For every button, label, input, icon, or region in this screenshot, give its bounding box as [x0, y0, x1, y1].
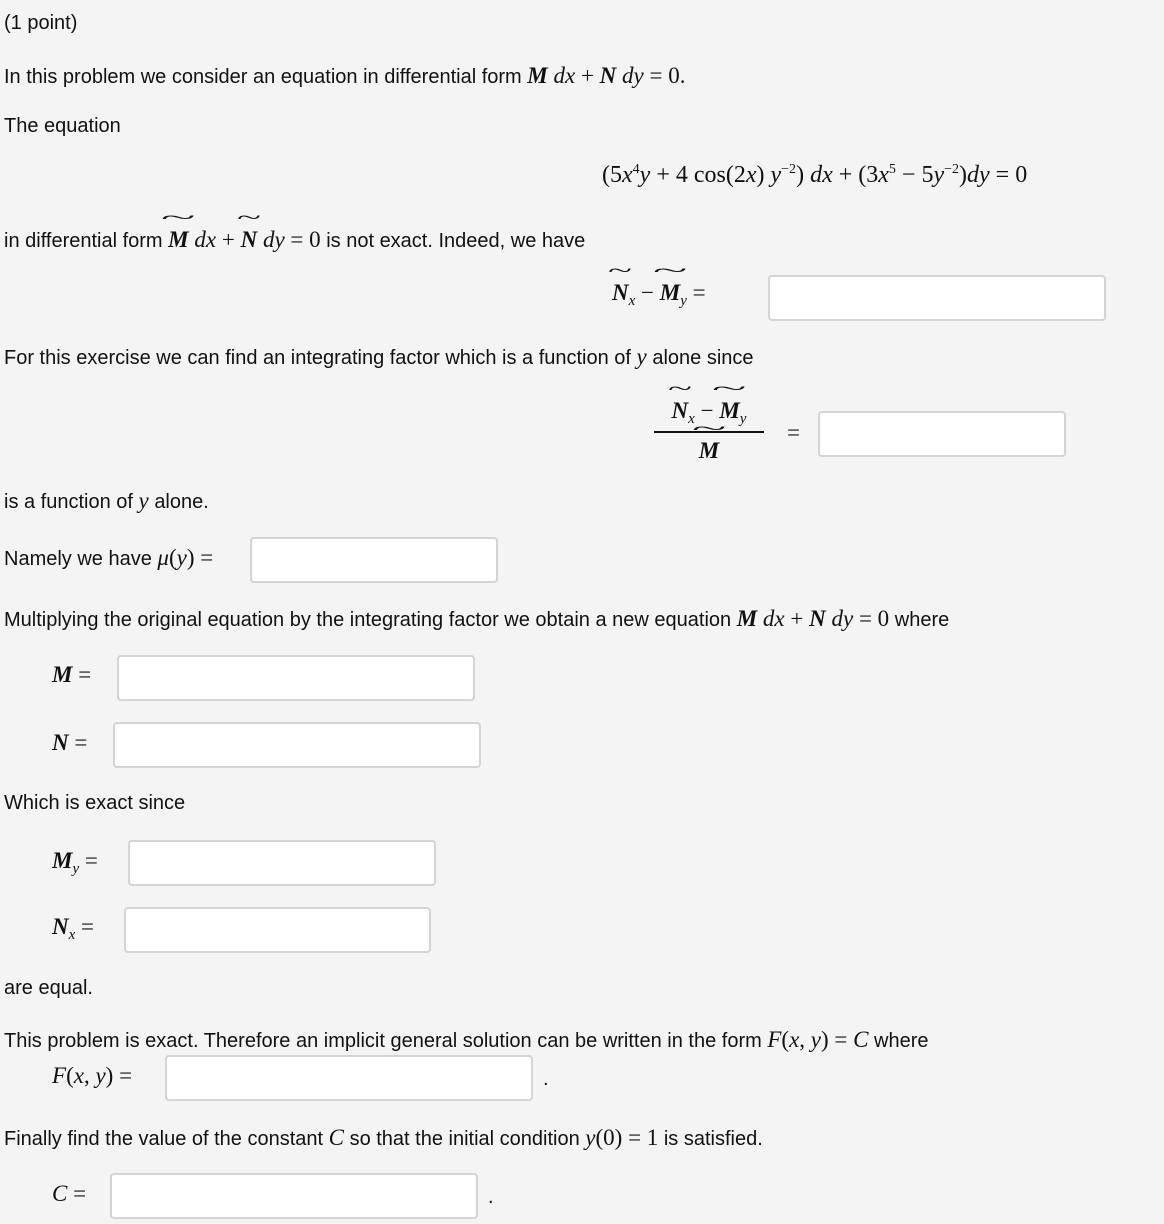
multiply-equation: M dx + N dy = 0 [736, 606, 890, 631]
My-label: $M_y$ = [52, 848, 98, 877]
function-of-y-suffix: alone. [154, 491, 209, 513]
solution-suffix: where [874, 1030, 929, 1052]
C-label: C = [52, 1181, 87, 1206]
intro-line [4, 63, 686, 89]
M-input[interactable] [117, 655, 475, 701]
final-condition: y(0) = 1 [585, 1125, 659, 1150]
ratio-equals: = [787, 420, 800, 445]
mu-label: μ(y) = [157, 545, 214, 570]
ratio-input[interactable] [818, 411, 1066, 457]
not-exact-line [4, 227, 585, 253]
ratio-fraction [654, 398, 764, 464]
solution-text: This problem is exact. Therefore an implicit general solution can be written in the form [4, 1030, 762, 1052]
M-label: M = [52, 662, 92, 687]
intro-text: In this problem we consider an equation in differential form [4, 66, 522, 88]
factor-intro-prefix: For this exercise we can find an integrating factor which is a function of [4, 347, 631, 369]
Nx-label: $N_x$ = [52, 914, 95, 943]
factor-intro-line [4, 344, 754, 370]
function-of-y-line [4, 488, 209, 514]
My-input[interactable] [128, 840, 436, 886]
mu-input[interactable] [250, 537, 498, 583]
multiply-text: Multiplying the original equation by the integrating factor we obtain a new equation [4, 609, 732, 631]
multiply-suffix: where [894, 609, 950, 631]
factor-intro-var: y [636, 344, 647, 369]
are-equal-label: are equal. [4, 977, 93, 999]
F-input[interactable] [165, 1055, 533, 1101]
C-period: . [488, 1186, 494, 1208]
final-var: C [328, 1125, 344, 1150]
function-of-y-var: y [138, 488, 149, 513]
nx-minus-my-input[interactable] [768, 275, 1106, 321]
problem-points: (1 point) [4, 12, 78, 34]
N-input[interactable] [113, 722, 481, 768]
N-label: N = [52, 730, 88, 755]
nx-minus-my-label: ~ $N_x$ − ~ $M_y$ = [612, 280, 706, 310]
the-equation-label: The equation [4, 115, 121, 137]
multiply-line [4, 606, 949, 632]
C-input[interactable] [110, 1173, 478, 1219]
ratio-numerator: ~ $N_x$ − ~ $M_y$ [654, 398, 764, 430]
factor-intro-suffix: alone since [652, 347, 754, 369]
main-equation: ($5x^4y + 4$ cos(2x) $y^{-2}$) dx + $(3x^5 - 5y^{-2})dy = 0$ [602, 162, 1028, 188]
not-exact-equation: ~ M dx + ~ N dy = 0 [168, 227, 320, 252]
mu-prefix: Namely we have [4, 548, 152, 570]
final-suffix: is satisfied. [663, 1128, 763, 1150]
final-middle: so that the initial condition [349, 1128, 580, 1150]
final-line [4, 1125, 763, 1151]
F-label: F(x, y) = [52, 1063, 133, 1088]
solution-line [4, 1027, 929, 1053]
not-exact-suffix: is not exact. Indeed, we have [326, 230, 586, 252]
final-prefix: Finally find the value of the constant [4, 1128, 324, 1150]
exact-since-label: Which is exact since [4, 792, 186, 814]
not-exact-prefix: in differential form [4, 230, 163, 252]
solution-equation: F(x, y) = C [767, 1027, 869, 1052]
Nx-input[interactable] [124, 907, 431, 953]
ratio-denominator: ~ M [654, 438, 764, 464]
intro-equation: M dx + N dy = 0. [527, 63, 686, 88]
F-period: . [543, 1068, 549, 1090]
mu-line [4, 545, 213, 571]
function-of-y-prefix: is a function of [4, 491, 133, 513]
